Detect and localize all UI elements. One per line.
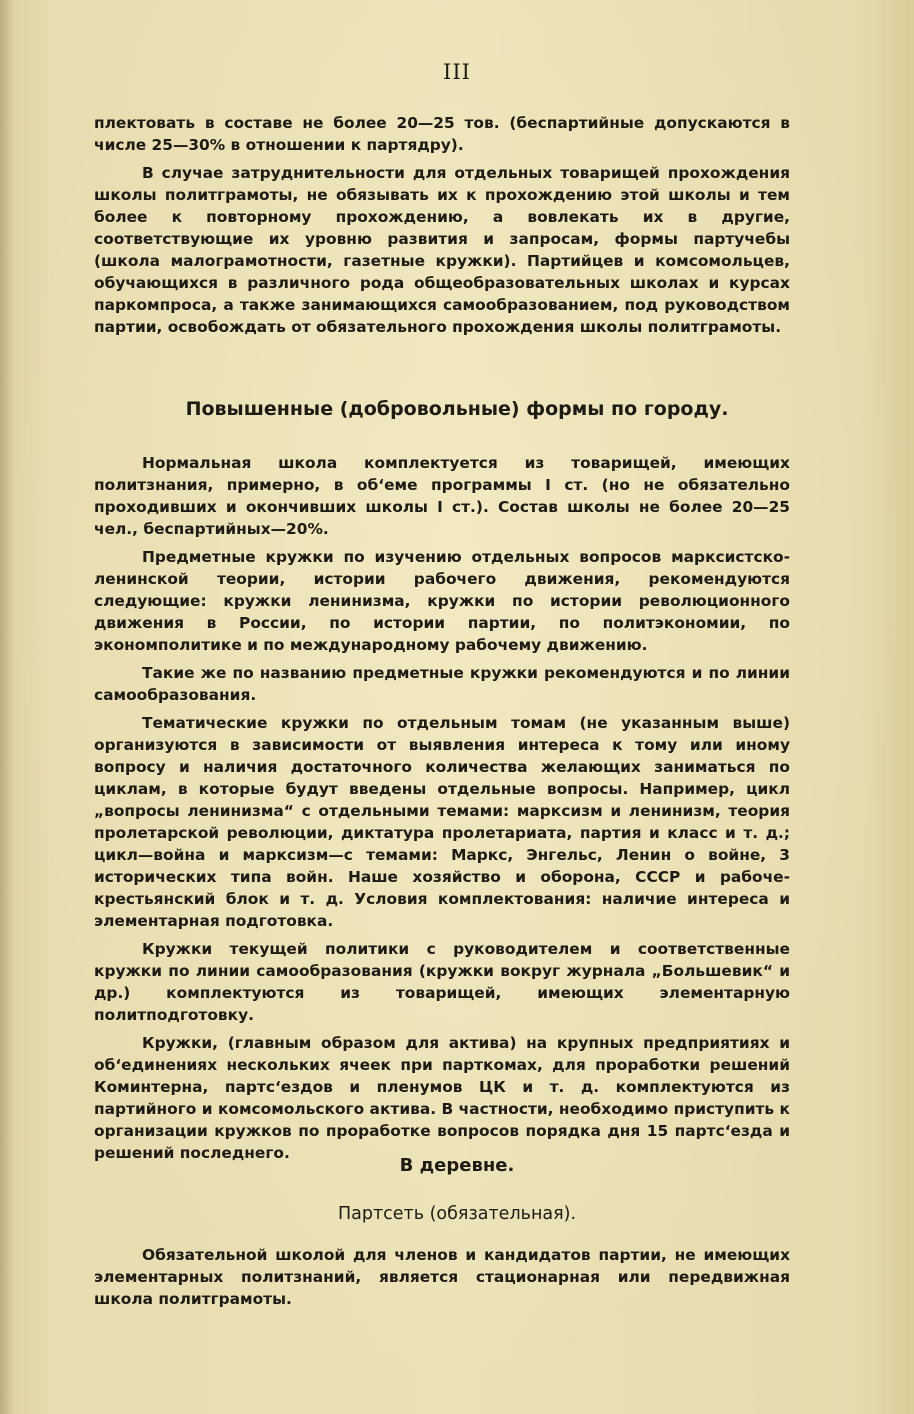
city-paragraph: Кружки, (главным образом для актива) на крупных предприятиях и об‘единениях нескольких ячеек при парткомах, для проработки решений Коминтерна, партс‘ездов и пленумов ЦК и т. д. комплектуются из партийного и комсомольского актива. В частности, необходимо приступить к организации кружков по проработке вопросов порядка дня 15 партс‘езда и решений последнего. (94, 1034, 790, 1162)
page-number: III (443, 60, 471, 84)
city-paragraph: Кружки текущей политики с руководителем и соответственные кружки по линии самообразования (кружки вокруг журнала „Большевик“ и др.) комплектуются из товарищей, имеющих элементарную политподготовку. (94, 940, 790, 1024)
city-paragraph: Предметные кружки по изучению отдельных вопросов марксистско-ленинской теории, истории рабочего движения, рекомендуются следующие: кружки ленинизма, кружки по истории революционного движения в России, по истории партии, по политэкономии, по экономполитике и по международному рабочему движению. (94, 548, 790, 654)
section-heading-city: Повышенные (добровольные) формы по городу. (185, 398, 729, 420)
page-spine-shadow (0, 0, 14, 1414)
intro-text-block (94, 112, 790, 344)
intro-paragraph: В случае затруднительности для отдельных товарищей прохождения школы политграмоты, не обязывать их к прохождению этой школы и тем более к повторному прохождению, а вовлекать их в другие, соответствующие их уровню развития и запросам, формы партучебы (школа малограмотности, газетные кружки). Партийцев и комсомольцев, обучающихся в различного рода общеобразовательных школах и курсах паркомпроса, а также занимающихся самообразованием, под руководством партии, освобождать от обязательного прохождения школы политграмоты. (94, 164, 790, 336)
village-paragraph: Обязательной школой для членов и кандидатов партии, не имеющих элементарных политзнаний, является стационарная или передвижная школа политграмоты. (94, 1246, 790, 1308)
city-paragraph: Нормальная школа комплектуется из товарищей, имеющих политзнания, примерно, в об‘еме программы I ст. (но не обязательно проходивших и окончивших школы I ст.). Состав школы не более 20—25 чел., беспартийных—20%. (94, 454, 790, 538)
city-paragraph: Такие же по названию предметные кружки рекомендуются и по линии самообразования. (94, 664, 790, 704)
subheading-partset: Партсеть (обязательная). (337, 1204, 577, 1224)
section-heading-village: В деревне. (399, 1155, 515, 1176)
village-section-text (94, 1244, 790, 1316)
intro-paragraph: плектовать в составе не более 20—25 тов. (беспартийные допускаются в числе 25—30% в отношении к партядру). (94, 114, 790, 154)
city-section-text (94, 452, 790, 1170)
city-paragraph: Тематические кружки по отдельным томам (не указанным выше) организуются в зависимости от выявления интереса к тому или иному вопросу и наличия достаточного количества желающих заниматься по циклам, в которые будут введены отдельные вопросы. Например, цикл „вопросы ленинизма“ с отдельными темами: марксизм и ленинизм, теория пролетарской революции, диктатура пролетариата, партия и класс и т. д.; цикл—война и марксизм—с темами: Маркс, Энгельс, Ленин о войне, 3 исторических типа войн. Наше хозяйство и оборона, СССР и рабоче-крестьянский блок и т. д. Условия комплектования: наличие интереса и элементарная подготовка. (94, 714, 790, 930)
